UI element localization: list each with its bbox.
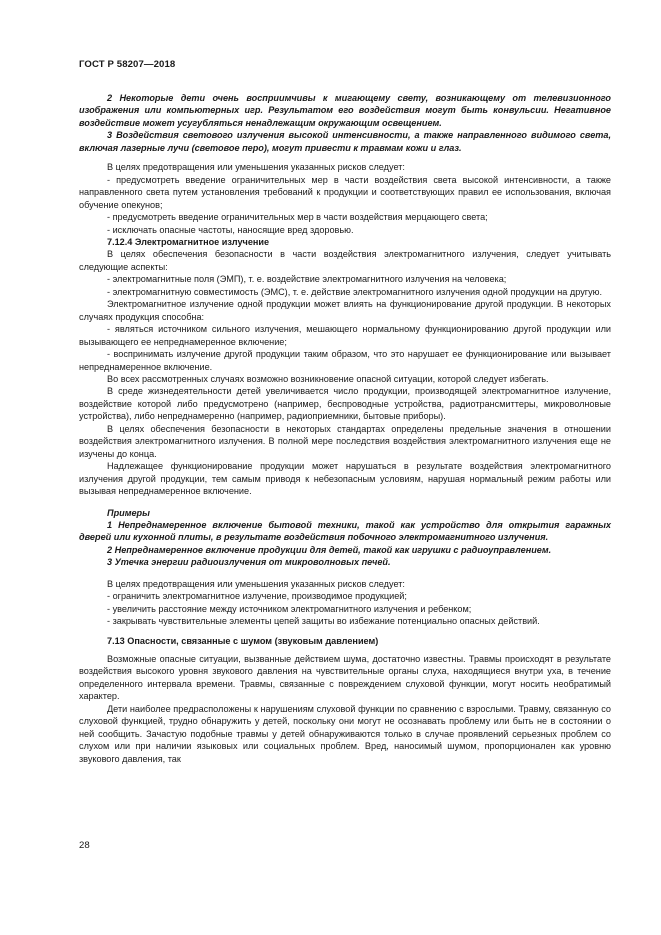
list-item: - закрывать чувствительные элементы цепей защиты во избежание потенциально опасных действий. [107,616,540,627]
paragraph: В целях предотвращения или уменьшения указанных рисков следует: [107,578,405,589]
list-item: - предусмотреть введение ограничительных мер в части воздействия мерцающего света; [107,212,488,223]
example-item: 2 Непреднамеренное включение продукции для детей, такой как игрушки с радиоуправлением. [107,544,552,555]
subsection-heading: 7.12.4 Электромагнитное излучение [107,236,270,247]
page-content [79,92,611,765]
note-paragraph: 2 Некоторые дети очень восприимчивы к мигающему свету, возникающему от телевизионного изображения или компьютерных игр. Результатом его воздействия могут быть конвульсии. Негативное воздействие может усугубляться ненадлежащим окружающим освещением. [79,93,611,128]
section-heading: 7.13 Опасности, связанные с шумом (звуковым давлением) [107,635,379,646]
paragraph: Электромагнитное излучение одной продукции может влиять на функционирование другой продукции. В некоторых случаях продукция способна: [79,299,611,322]
paragraph: Надлежащее функционирование продукции может нарушаться в результате воздействия электромагнитного излучения другой продукции, тем самым приводя к небезопасным условиям, нарушая нормальный режим работы или вызывая непреднамеренное включение. [79,461,611,497]
list-item: - электромагнитные поля (ЭМП), т. е. воздействие электромагнитного излучения на человека; [107,274,507,285]
page-number: 28 [79,840,90,851]
document-header: ГОСТ Р 58207—2018 [79,59,176,70]
example-item: 1 Непреднамеренное включение бытовой техники, такой как устройство для открытия гаражных дверей или кухонной плиты, в результате воздействия побочного электромагнитного излучения. [79,519,611,543]
list-item: - электромагнитную совместимость (ЭМС), т. е. действие электромагнитного излучения одной продукции на другую. [107,286,603,297]
list-item: - ограничить электромагнитное излучение, производимое продукцией; [107,591,407,602]
example-item: 3 Утечка энергии радиоизлучения от микроволновых печей. [107,557,391,568]
paragraph: Возможные опасные ситуации, вызванные действием шума, достаточно известны. Травмы происходят в результате воздействия высокого уровня звукового давления на чувствительные органы слуха, находящиеся внутри уха, в течение определенного интервала времени. Травмы, связанные с повреждением слуховой функции, могут носить необратимый характер. [79,654,611,702]
paragraph: В среде жизнедеятельности детей увеличивается число продукции, производящей электромагнитное излучение, воздействие которой либо предусмотрено (например, беспроводные устройства, радиотрансмиттеры, микроволновые устройства), либо непреднамеренно (например, радиоприемники, бытовые приборы). [79,386,611,422]
paragraph: В целях обеспечения безопасности в некоторых стандартах определены предельные значения в отношении воздействия электромагнитного излучения. В полной мере последствия воздействия электромагнитного излучения еще не изучены до конца. [79,423,611,459]
list-item: - исключать опасные частоты, наносящие вред здоровью. [107,224,354,235]
list-item: - предусмотреть введение ограничительных мер в части воздействия света высокой интенсивности, а также направленного света путем установления требований к продукции и соответствующих правил ее использования, включая обучение опекунов; [79,174,611,210]
list-item: - воспринимать излучение другой продукции таким образом, что это нарушает ее функционирование или вызывает непреднамеренное включение. [79,349,611,372]
list-item: - являться источником сильного излучения, мешающего нормальному функционированию другой продукции или вызывающего ее непреднамеренное включение; [79,324,611,347]
paragraph: В целях обеспечения безопасности в части воздействия электромагнитного излучения, следует учитывать следующие аспекты: [79,249,611,272]
paragraph: В целях предотвращения или уменьшения указанных рисков следует: [107,162,405,173]
paragraph: Во всех рассмотренных случаях возможно возникновение опасной ситуации, которой следует избегать. [107,373,549,384]
paragraph: Дети наиболее предрасположены к нарушениям слуховой функции по сравнению с взрослыми. Травму, связанную со слуховой функцией, трудно обнаружить у детей, поскольку они могут не осознавать проблему или быть не в состоянии о ней сообщить. Зачастую подобные травмы у детей обнаруживаются только в случае проявлений серьезных проблем со слухом или при наличии языковых или социальных проблем. Вред, наносимый шумом, пропорционален как уровню звукового давления, так [79,703,611,764]
list-item: - увеличить расстояние между источником электромагнитного излучения и ребенком; [107,603,472,614]
note-paragraph: 3 Воздействия светового излучения высокой интенсивности, а также направленного видимого света, включая лазерные лучи (световое перо), могут привести к травмам кожи и глаз. [79,130,611,153]
examples-heading: Примеры [107,507,150,518]
